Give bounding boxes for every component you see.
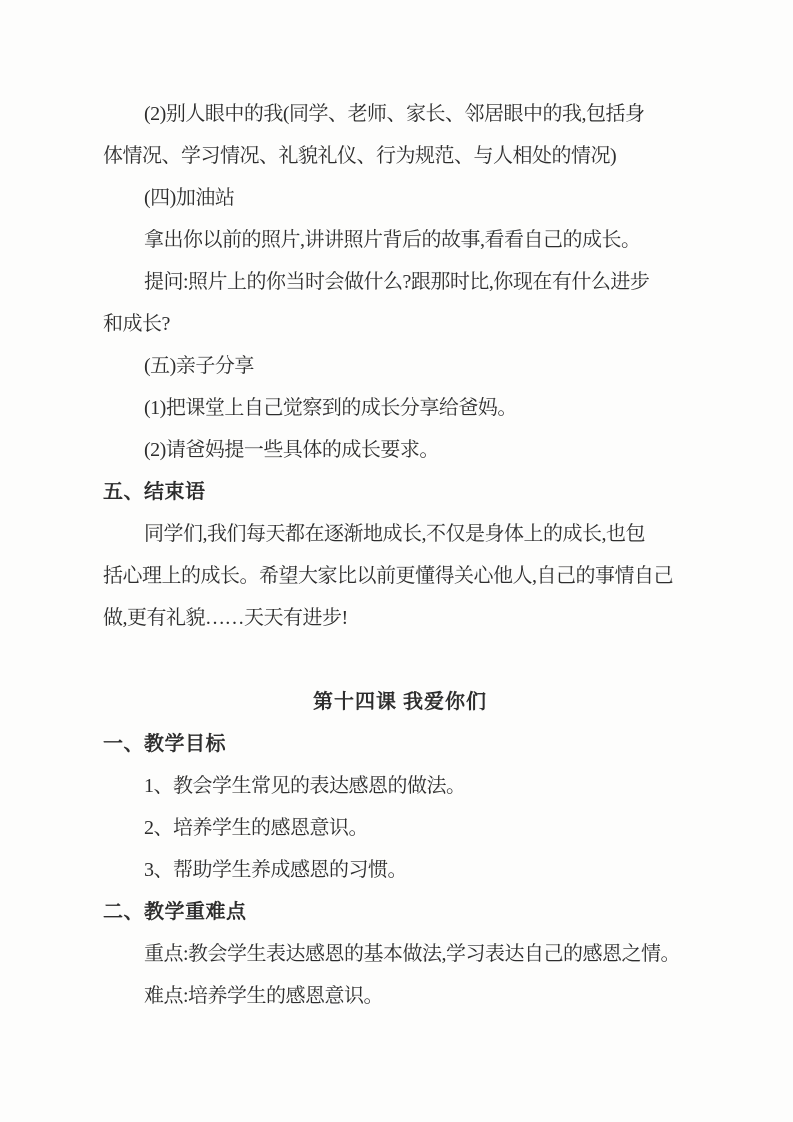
body-line: 括心理上的成长。希望大家比以前更懂得关心他人,自己的事情自己 bbox=[103, 565, 673, 587]
section-heading: 二、教学重难点 bbox=[103, 901, 247, 923]
lesson-title: 第十四课 我爱你们 bbox=[313, 691, 487, 713]
section-heading: 五、结束语 bbox=[103, 481, 206, 503]
body-line: 提问:照片上的你当时会做什么?跟那时比,你现在有什么进步 bbox=[144, 271, 650, 293]
paragraph-gap bbox=[103, 639, 697, 681]
section-heading: 一、教学目标 bbox=[103, 733, 226, 755]
numbered-item: 3、帮助学生养成感恩的习惯。 bbox=[144, 859, 407, 881]
body-line: 和成长? bbox=[103, 313, 170, 335]
body-line: 同学们,我们每天都在逐渐地成长,不仅是身体上的成长,也包 bbox=[144, 523, 645, 545]
body-line: 做,更有礼貌……天天有进步! bbox=[103, 607, 348, 629]
body-line: (2)别人眼中的我(同学、老师、家长、邻居眼中的我,包括身 bbox=[144, 103, 645, 125]
numbered-item: (2)请爸妈提一些具体的成长要求。 bbox=[144, 439, 439, 461]
numbered-item: 1、教会学生常见的表达感恩的做法。 bbox=[144, 775, 466, 797]
document-text-block bbox=[103, 93, 697, 1017]
numbered-item: (1)把课堂上自己觉察到的成长分享给爸妈。 bbox=[144, 397, 517, 419]
body-line: 拿出你以前的照片,讲讲照片背后的故事,看看自己的成长。 bbox=[144, 229, 641, 251]
sub-heading: (四)加油站 bbox=[144, 187, 235, 209]
body-line: 难点:培养学生的感恩意识。 bbox=[144, 985, 384, 1007]
sub-heading: (五)亲子分享 bbox=[144, 355, 254, 377]
body-line: 重点:教会学生表达感恩的基本做法,学习表达自己的感恩之情。 bbox=[144, 943, 681, 965]
numbered-item: 2、培养学生的感恩意识。 bbox=[144, 817, 368, 839]
body-line: 体情况、学习情况、礼貌礼仪、行为规范、与人相处的情况) bbox=[103, 145, 617, 167]
